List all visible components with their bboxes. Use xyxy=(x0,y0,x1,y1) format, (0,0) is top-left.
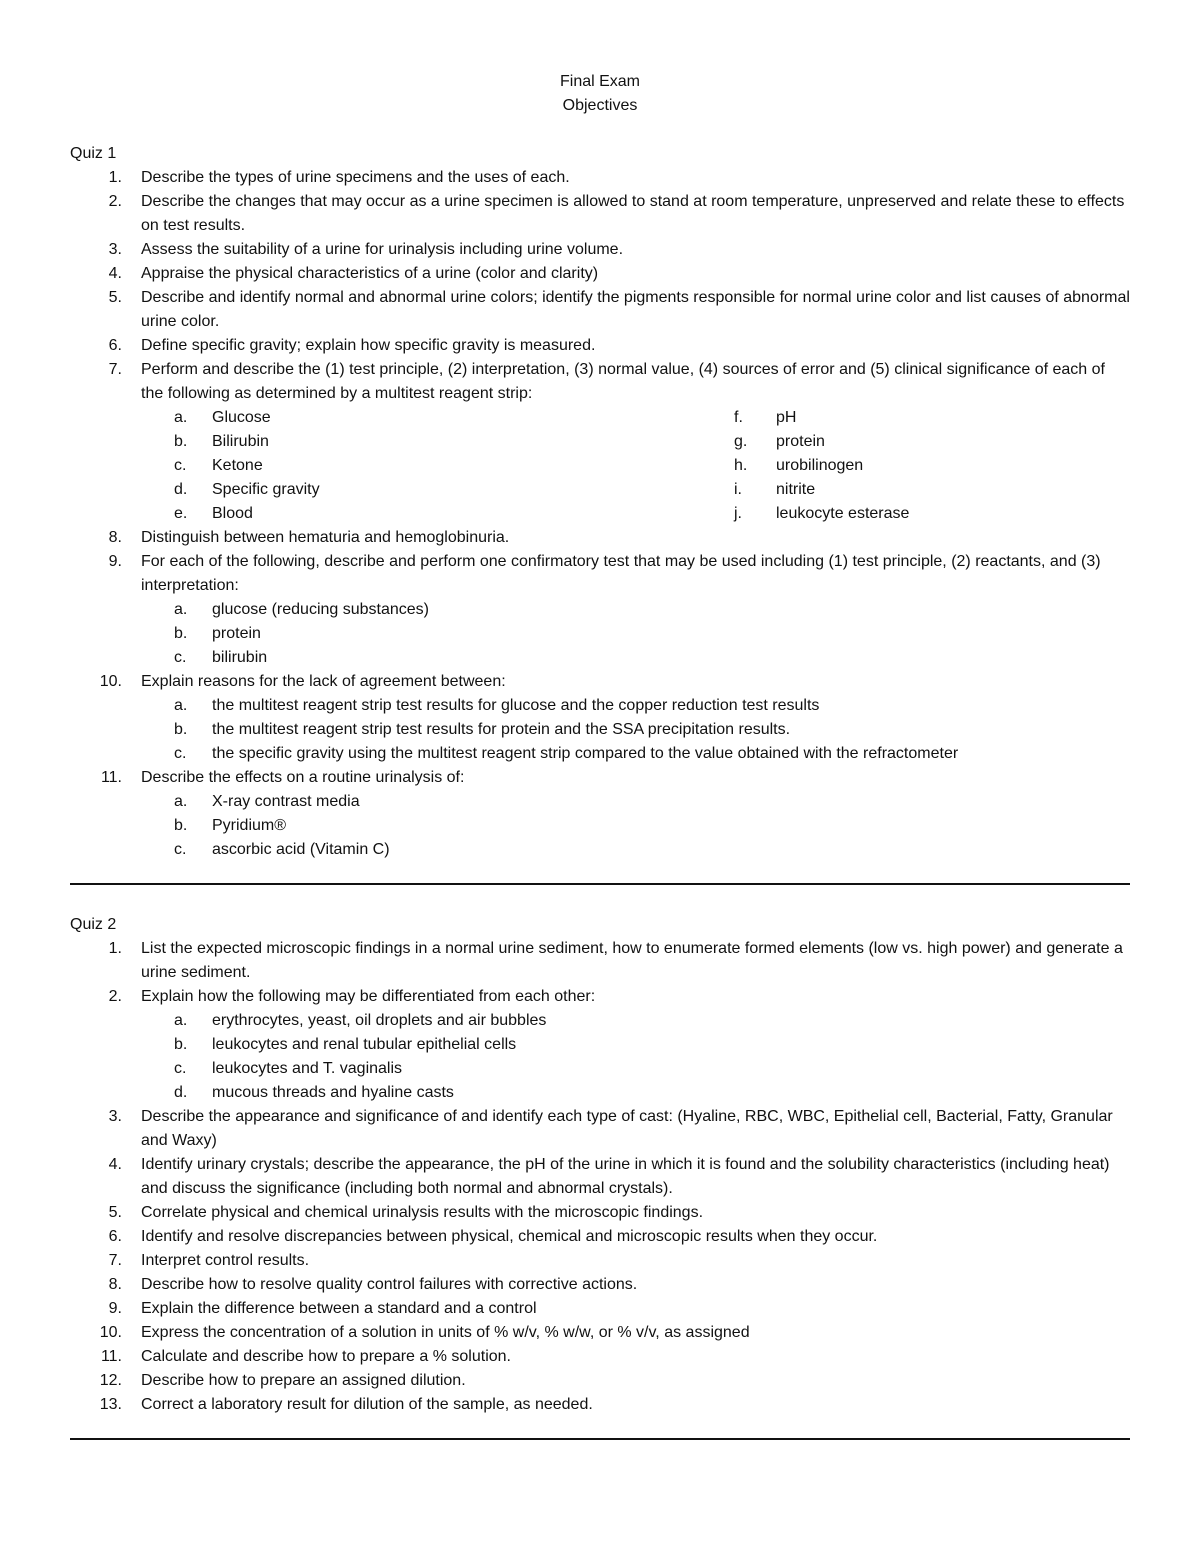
sub-item xyxy=(670,430,1130,454)
item7-right-column xyxy=(670,406,1130,526)
sub-text: mucous threads and hyaline casts xyxy=(212,1084,454,1101)
item-number: 1. xyxy=(108,169,122,186)
sub-letter: c. xyxy=(174,457,187,474)
list-item xyxy=(70,1153,1130,1201)
sub-text: erythrocytes, yeast, oil droplets and air bubbles xyxy=(212,1012,547,1029)
item7-left-column xyxy=(70,406,670,526)
sub-letter: c. xyxy=(174,649,187,666)
sub-item xyxy=(70,478,670,502)
sub-letter: h. xyxy=(734,457,748,474)
list-item xyxy=(70,262,1130,286)
quiz2-heading: Quiz 2 xyxy=(70,916,117,933)
item-number: 11. xyxy=(100,1348,122,1365)
sub-letter: a. xyxy=(174,793,188,810)
sub-letter: a. xyxy=(174,1012,188,1029)
list-item xyxy=(70,1297,1130,1321)
sub-letter: i. xyxy=(734,481,742,498)
sub-item xyxy=(70,814,1130,838)
item-number: 3. xyxy=(108,241,122,258)
item-number: 1. xyxy=(108,940,122,957)
sub-letter: f. xyxy=(734,409,743,426)
sub-text: urobilinogen xyxy=(776,457,864,474)
item-text: List the expected microscopic findings in a normal urine sediment, how to enumerate formed elements (low vs. high power) and generate a urine sediment. xyxy=(141,940,1123,981)
list-item xyxy=(70,1393,1130,1417)
sub-item xyxy=(70,430,670,454)
sub-item xyxy=(70,1009,1130,1033)
item-text: Describe the effects on a routine urinalysis of: xyxy=(141,769,465,786)
sub-letter: e. xyxy=(174,505,188,522)
sub-item xyxy=(70,742,1130,766)
sub-text: the multitest reagent strip test results for glucose and the copper reduction test results xyxy=(212,697,820,714)
list-item xyxy=(70,1369,1130,1393)
sub-text: leukocyte esterase xyxy=(776,505,910,522)
sub-item xyxy=(70,406,670,430)
list-item xyxy=(70,985,1130,1009)
list-item xyxy=(70,358,1130,406)
sub-item xyxy=(70,790,1130,814)
item-text: Express the concentration of a solution in units of % w/v, % w/w, or % v/v, as assigned xyxy=(141,1324,750,1341)
sub-text: Bilirubin xyxy=(212,433,269,450)
item-text: Appraise the physical characteristics of a urine (color and clarity) xyxy=(141,265,599,282)
item-text: Correlate physical and chemical urinalysis results with the microscopic findings. xyxy=(141,1204,704,1221)
sub-letter: a. xyxy=(174,697,188,714)
list-item xyxy=(70,1273,1130,1297)
sub-letter: a. xyxy=(174,409,188,426)
item-text: Describe how to prepare an assigned dilution. xyxy=(141,1372,466,1389)
sub-text: protein xyxy=(776,433,825,450)
sub-item xyxy=(70,1033,1130,1057)
item-text: Calculate and describe how to prepare a % solution. xyxy=(141,1348,511,1365)
sub-letter: d. xyxy=(174,1084,188,1101)
sub-letter: a. xyxy=(174,601,188,618)
sub-item xyxy=(670,454,1130,478)
sub-item xyxy=(70,694,1130,718)
sub-item xyxy=(70,1081,1130,1105)
item-number: 10. xyxy=(99,673,122,690)
sub-letter: c. xyxy=(174,1060,187,1077)
sub-text: the specific gravity using the multitest reagent strip compared to the value obtained with the refractometer xyxy=(212,745,959,762)
item-number: 9. xyxy=(108,1300,122,1317)
sub-item xyxy=(70,646,1130,670)
list-item xyxy=(70,670,1130,694)
sub-text: leukocytes and T. vaginalis xyxy=(212,1060,403,1077)
item-number: 8. xyxy=(108,1276,122,1293)
list-item xyxy=(70,550,1130,598)
sub-text: Glucose xyxy=(212,409,271,426)
sub-item xyxy=(70,454,670,478)
item-text: Perform and describe the (1) test principle, (2) interpretation, (3) normal value, (4) sources of error and (5) clinical significance of each of the following as determined by a multitest reagent strip: xyxy=(141,361,1105,402)
item-number: 9. xyxy=(108,553,122,570)
item-number: 4. xyxy=(108,1156,122,1173)
sub-letter: b. xyxy=(174,625,188,642)
item-text: Explain how the following may be differentiated from each other: xyxy=(141,988,596,1005)
sub-text: leukocytes and renal tubular epithelial cells xyxy=(212,1036,517,1053)
item-text: Describe the changes that may occur as a urine specimen is allowed to stand at room temperature, unpreserved and relate these to effects on test results. xyxy=(141,193,1125,234)
sub-item xyxy=(70,622,1130,646)
list-item xyxy=(70,1321,1130,1345)
quiz1-section xyxy=(70,142,1130,862)
sub-item xyxy=(670,478,1130,502)
sub-text: Specific gravity xyxy=(212,481,320,498)
item-number: 2. xyxy=(108,988,122,1005)
sub-letter: b. xyxy=(174,817,188,834)
sub-item xyxy=(70,502,670,526)
list-item xyxy=(70,286,1130,334)
item-number: 2. xyxy=(108,193,122,210)
list-item xyxy=(70,937,1130,985)
list-item xyxy=(70,190,1130,238)
item-number: 6. xyxy=(108,1228,122,1245)
list-item xyxy=(70,1249,1130,1273)
document-page xyxy=(70,70,1130,1440)
item-text: Explain the difference between a standard and a control xyxy=(141,1300,537,1317)
page-subtitle: Objectives xyxy=(562,97,638,114)
sub-letter: c. xyxy=(174,745,187,762)
sub-letter: b. xyxy=(174,1036,188,1053)
item-text: Describe and identify normal and abnormal urine colors; identify the pigments responsible for normal urine color and list causes of abnormal urine color. xyxy=(141,289,1130,330)
sub-text: X-ray contrast media xyxy=(212,793,360,810)
sub-item xyxy=(670,406,1130,430)
sub-text: pH xyxy=(776,409,797,426)
list-item xyxy=(70,766,1130,790)
item-number: 7. xyxy=(108,1252,122,1269)
sub-letter: j. xyxy=(734,505,742,522)
item-text: Identify and resolve discrepancies between physical, chemical and microscopic results when they occur. xyxy=(141,1228,878,1245)
item-text: Interpret control results. xyxy=(141,1252,310,1269)
item7-sublist xyxy=(70,406,1130,526)
list-item xyxy=(70,334,1130,358)
sub-text: ascorbic acid (Vitamin C) xyxy=(212,841,390,858)
item-text: Distinguish between hematuria and hemoglobinuria. xyxy=(141,529,510,546)
item-text: Identify urinary crystals; describe the appearance, the pH of the urine in which it is found and the solubility characteristics (including heat) and discuss the significance (including both normal and abnormal crystals). xyxy=(141,1156,1110,1197)
quiz2-section xyxy=(70,913,1130,1417)
sub-item xyxy=(670,502,1130,526)
item-number: 10. xyxy=(99,1324,122,1341)
item-number: 5. xyxy=(108,289,122,306)
sub-letter: g. xyxy=(734,433,748,450)
item-text: Describe how to resolve quality control failures with corrective actions. xyxy=(141,1276,638,1293)
item-number: 5. xyxy=(108,1204,122,1221)
item-text: Explain reasons for the lack of agreement between: xyxy=(141,673,506,690)
list-item xyxy=(70,1105,1130,1153)
title-block xyxy=(70,70,1130,118)
list-item xyxy=(70,1345,1130,1369)
item-text: For each of the following, describe and perform one confirmatory test that may be used including (1) test principle, (2) reactants, and (3) interpretation: xyxy=(141,553,1101,594)
item-number: 7. xyxy=(108,361,122,378)
list-item xyxy=(70,166,1130,190)
list-item xyxy=(70,1225,1130,1249)
sub-text: bilirubin xyxy=(212,649,268,666)
sub-text: the multitest reagent strip test results for protein and the SSA precipitation results. xyxy=(212,721,791,738)
sub-item xyxy=(70,1057,1130,1081)
sub-letter: b. xyxy=(174,721,188,738)
sub-letter: b. xyxy=(174,433,188,450)
list-item xyxy=(70,526,1130,550)
list-item xyxy=(70,238,1130,262)
item-number: 3. xyxy=(108,1108,122,1125)
item-number: 6. xyxy=(108,337,122,354)
item-number: 4. xyxy=(108,265,122,282)
page-title: Final Exam xyxy=(559,73,641,90)
sub-text: protein xyxy=(212,625,261,642)
sub-item xyxy=(70,718,1130,742)
item-text: Correct a laboratory result for dilution of the sample, as needed. xyxy=(141,1396,593,1413)
item-text: Assess the suitability of a urine for urinalysis including urine volume. xyxy=(141,241,624,258)
sub-text: Pyridium® xyxy=(212,817,287,834)
item-text: Describe the appearance and significance of and identify each type of cast: (Hyaline, RBC, WBC, Epithelial cell, Bacterial, Fatty, Granular and Waxy) xyxy=(141,1108,1113,1149)
item-number: 13. xyxy=(99,1396,122,1413)
item-number: 8. xyxy=(108,529,122,546)
sub-letter: d. xyxy=(174,481,188,498)
sub-letter: c. xyxy=(174,841,187,858)
quiz1-heading: Quiz 1 xyxy=(70,145,117,162)
sub-text: Blood xyxy=(212,505,253,522)
sub-item xyxy=(70,598,1130,622)
item-number: 12. xyxy=(99,1372,122,1389)
section-divider xyxy=(70,1438,1130,1440)
sub-text: Ketone xyxy=(212,457,263,474)
item-number: 11. xyxy=(100,769,122,786)
section-divider xyxy=(70,883,1130,885)
sub-item xyxy=(70,838,1130,862)
sub-text: glucose (reducing substances) xyxy=(212,601,430,618)
sub-text: nitrite xyxy=(776,481,816,498)
list-item xyxy=(70,1201,1130,1225)
item-text: Describe the types of urine specimens and the uses of each. xyxy=(141,169,570,186)
item-text: Define specific gravity; explain how specific gravity is measured. xyxy=(141,337,596,354)
